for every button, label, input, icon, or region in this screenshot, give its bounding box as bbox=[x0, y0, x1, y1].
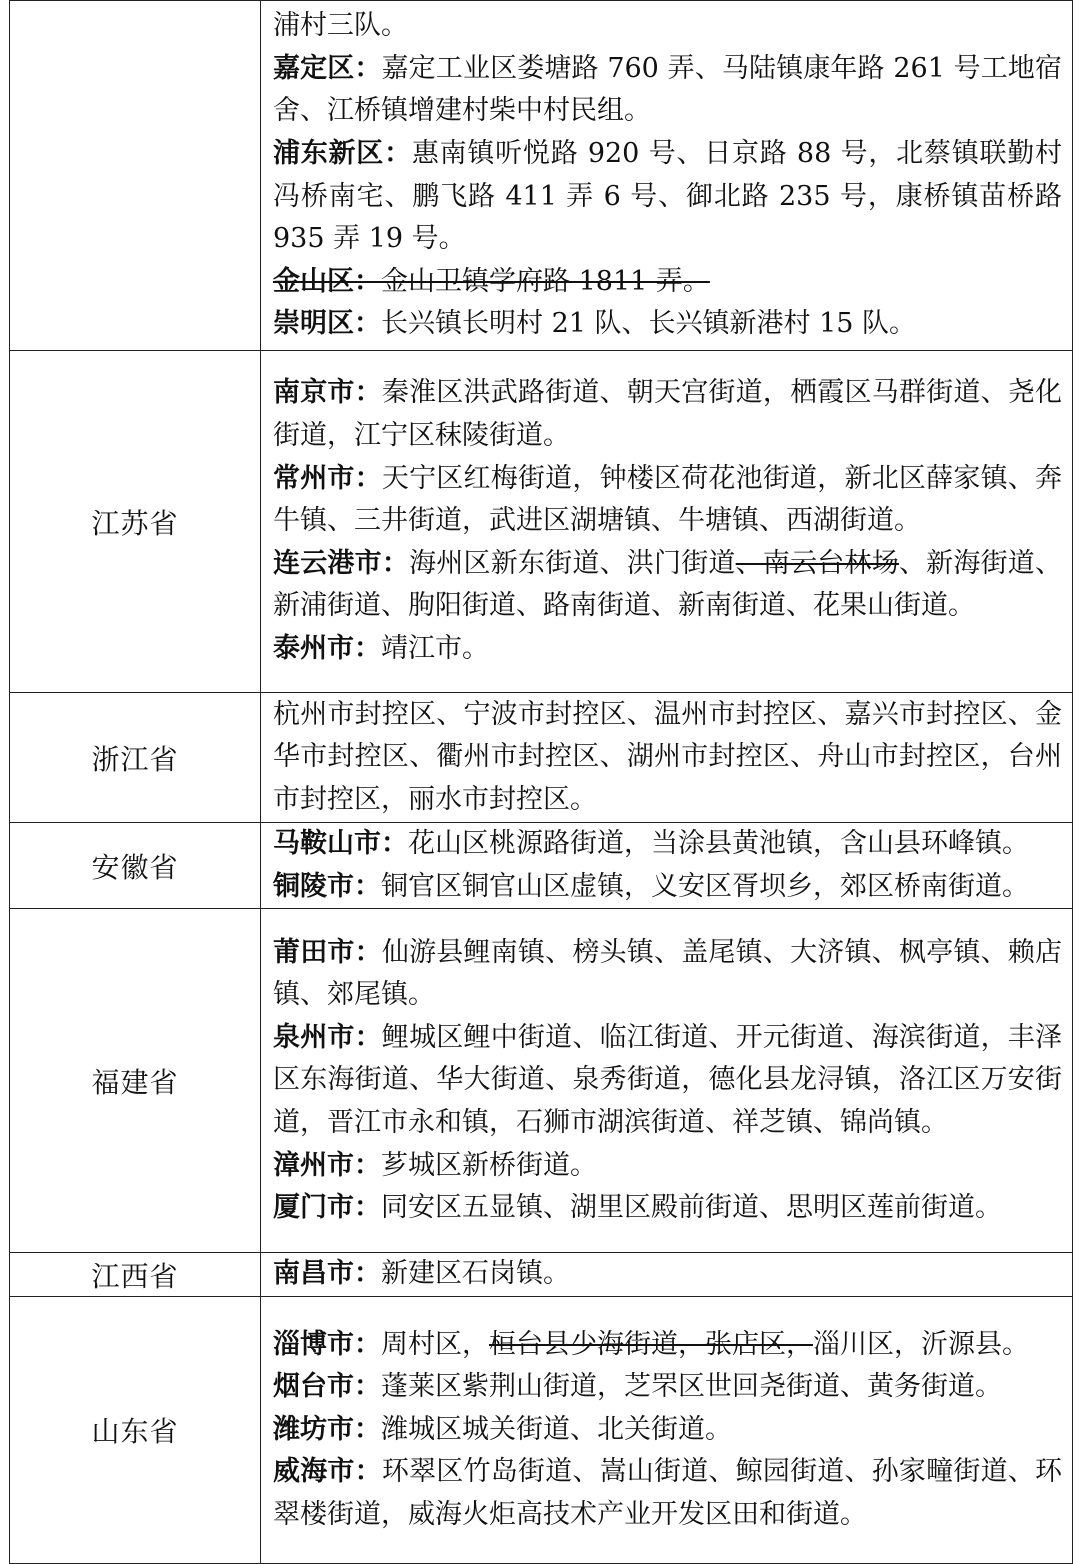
area-entry bbox=[273, 1451, 1062, 1536]
area-text: 浦村三队。 bbox=[273, 10, 408, 42]
city-label: 烟台市： bbox=[273, 1371, 381, 1403]
city-label: 嘉定区： bbox=[273, 52, 382, 84]
table-row bbox=[10, 1, 1073, 351]
area-entry bbox=[273, 1253, 1062, 1296]
area-text: 芗城区新桥街道。 bbox=[381, 1149, 597, 1181]
area-entry bbox=[273, 694, 1062, 822]
area-entry bbox=[273, 372, 1062, 457]
area-text: 杭州市封控区、宁波市封控区、温州市封控区、嘉兴市封控区、金华市封控区、衢州市封控区、湖州市封控区、舟山市封控区，台州市封控区，丽水市封控区。 bbox=[273, 698, 1062, 815]
city-label: 常州市： bbox=[273, 462, 382, 494]
city-label: 漳州市： bbox=[273, 1149, 381, 1181]
area-text: 周村区， bbox=[381, 1328, 489, 1360]
city-label: 泉州市： bbox=[273, 1021, 382, 1053]
area-detail-cell bbox=[261, 693, 1073, 823]
area-text: 秦淮区洪武路街道、朝天宫街道，栖霞区马群街道、尧化街道，江宁区秣陵街道。 bbox=[273, 377, 1063, 452]
city-label: 金山区： bbox=[273, 265, 381, 297]
area-entry bbox=[273, 628, 1062, 671]
risk-area-table bbox=[9, 0, 1073, 1564]
table-row bbox=[10, 693, 1073, 823]
area-text: 淄川区，沂源县。 bbox=[813, 1328, 1029, 1360]
area-text: 嘉定工业区娄塘路 760 弄、马陆镇康年路 261 号工地宿舍、江桥镇增建村柴中村民组。 bbox=[273, 52, 1063, 127]
city-label: 南京市： bbox=[273, 377, 382, 409]
area-text: 、新海街道、新浦街道、朐阳街道、路南街道、新南街道、花果山街道。 bbox=[273, 547, 1063, 622]
area-text: 新建区石岗镇。 bbox=[381, 1258, 570, 1290]
area-text: 环翠区竹岛街道、嵩山街道、鲸园街道、孙家疃街道、环翠楼街道，威海火炬高技术产业开发区田和街道。 bbox=[273, 1456, 1063, 1531]
area-detail-cell bbox=[261, 1, 1073, 351]
table-row bbox=[10, 1297, 1073, 1564]
city-label: 淄博市： bbox=[273, 1328, 381, 1360]
table-row bbox=[10, 1253, 1073, 1297]
table-row bbox=[10, 823, 1073, 909]
area-entry bbox=[273, 1324, 1062, 1367]
area-entry bbox=[273, 1017, 1062, 1145]
struck-area-text: 、南云台林场 bbox=[735, 547, 899, 579]
city-label: 南昌市： bbox=[273, 1258, 381, 1290]
area-text: 蓬莱区紫荆山街道，芝罘区世回尧街道、黄务街道。 bbox=[381, 1371, 1002, 1403]
area-entry bbox=[273, 261, 1062, 304]
area-text: 同安区五显镇、湖里区殿前街道、思明区莲前街道。 bbox=[381, 1192, 1002, 1224]
area-entry bbox=[273, 1187, 1062, 1230]
city-label: 崇明区： bbox=[273, 308, 381, 340]
area-detail-cell bbox=[261, 909, 1073, 1253]
city-label: 威海市： bbox=[273, 1456, 382, 1488]
area-detail-cell bbox=[261, 823, 1073, 909]
area-detail-cell bbox=[261, 1297, 1073, 1564]
area-entry bbox=[273, 823, 1062, 866]
area-text: 长兴镇长明村 21 队、长兴镇新港村 15 队。 bbox=[381, 308, 917, 340]
area-detail-cell bbox=[261, 1253, 1073, 1297]
province-cell: 安徽省 bbox=[10, 823, 261, 909]
area-text: 花山区桃源路街道，当涂县黄池镇，含山县环峰镇。 bbox=[408, 828, 1029, 859]
area-entry bbox=[273, 5, 1062, 48]
area-text: 惠南镇听悦路 920 号、日京路 88 号，北蔡镇联勤村冯桥南宅、鹏飞路 411 弄 6 号、御北路 235 号，康桥镇苗桥路 935 弄 19 号。 bbox=[273, 137, 1062, 255]
area-entry bbox=[273, 303, 1062, 346]
table-body bbox=[10, 1, 1073, 1564]
struck-area-text: 桓台县少海街道，张店区， bbox=[489, 1328, 813, 1360]
area-text: 靖江市。 bbox=[381, 632, 489, 664]
city-label: 马鞍山市： bbox=[273, 828, 408, 859]
province-cell: 山东省 bbox=[10, 1297, 261, 1564]
area-text: 天宁区红梅街道，钟楼区荷花池街道，新北区薛家镇、奔牛镇、三井街道，武进区湖塘镇、牛塘镇、西湖街道。 bbox=[273, 462, 1063, 537]
city-label: 厦门市： bbox=[273, 1192, 381, 1224]
table-row bbox=[10, 351, 1073, 693]
area-entry bbox=[273, 48, 1062, 133]
province-cell: 浙江省 bbox=[10, 693, 261, 823]
area-text: 潍城区城关街道、北关街道。 bbox=[381, 1413, 732, 1445]
province-cell: 福建省 bbox=[10, 909, 261, 1253]
city-label: 泰州市： bbox=[273, 632, 381, 664]
province-cell: 江西省 bbox=[10, 1253, 261, 1297]
area-entry bbox=[273, 1145, 1062, 1188]
area-text: 鲤城区鲤中街道、临江街道、开元街道、海滨街道，丰泽区东海街道、华大街道、泉秀街道，德化县龙浔镇，洛江区万安街道，晋江市永和镇，石狮市湖滨街道、祥芝镇、锦尚镇。 bbox=[273, 1021, 1063, 1138]
city-label: 莆田市： bbox=[273, 936, 382, 968]
area-text: 仙游县鲤南镇、榜头镇、盖尾镇、大济镇、枫亭镇、赖店镇、郊尾镇。 bbox=[273, 936, 1063, 1011]
area-entry bbox=[273, 458, 1062, 543]
area-entry bbox=[273, 1366, 1062, 1409]
city-label: 连云港市： bbox=[273, 547, 410, 579]
area-text: 铜官区铜官山区虚镇，义安区胥坝乡，郊区桥南街道。 bbox=[381, 870, 1029, 902]
area-entry bbox=[273, 932, 1062, 1017]
city-label: 浦东新区： bbox=[273, 137, 412, 169]
area-detail-cell bbox=[261, 351, 1073, 693]
province-cell: 江苏省 bbox=[10, 351, 261, 693]
area-entry bbox=[273, 1409, 1062, 1452]
area-entry bbox=[273, 543, 1062, 628]
city-label: 潍坊市： bbox=[273, 1413, 381, 1445]
table-row bbox=[10, 909, 1073, 1253]
area-entry bbox=[273, 133, 1062, 261]
area-text: 海州区新东街道、洪门街道 bbox=[409, 547, 736, 579]
province-cell bbox=[10, 1, 261, 351]
area-entry bbox=[273, 866, 1062, 909]
city-label: 铜陵市： bbox=[273, 870, 381, 902]
struck-area-text: 金山卫镇学府路 1811 弄。 bbox=[381, 265, 710, 297]
